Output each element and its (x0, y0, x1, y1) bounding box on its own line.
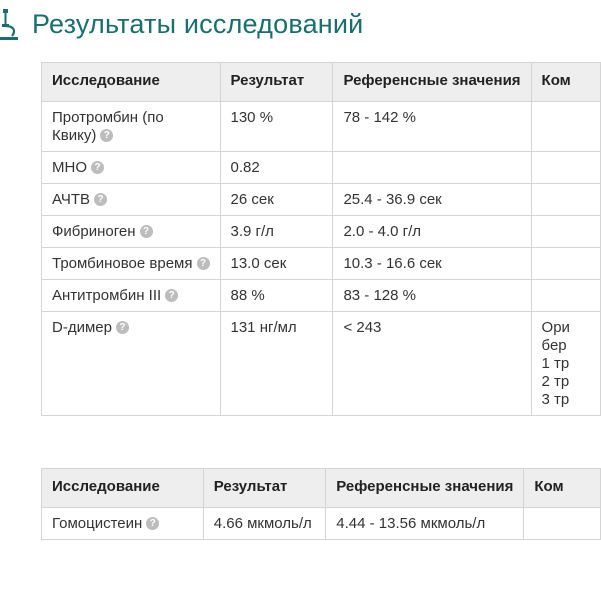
help-icon[interactable]: ? (140, 225, 153, 238)
test-name: D-димер (52, 319, 112, 336)
test-name: АЧТВ (52, 191, 90, 208)
table-row (42, 152, 601, 184)
comment-cell (531, 216, 600, 248)
table-row (42, 184, 601, 216)
table-row (42, 216, 601, 248)
test-name-cell (42, 312, 221, 416)
test-name-cell (42, 102, 221, 152)
table-header-row (42, 63, 601, 102)
help-icon[interactable]: ? (197, 257, 210, 270)
result-cell: 3.9 г/л (220, 216, 333, 248)
comment-line: 1 тр (541, 355, 570, 372)
result-cell: 4.66 мкмоль/л (203, 508, 326, 540)
comment-cell (531, 248, 600, 280)
test-name: Антитромбин III (52, 287, 162, 304)
comment-cell (524, 508, 601, 540)
comment-line: бер (541, 337, 567, 354)
test-name-cell (42, 216, 221, 248)
header-comment: Ком (531, 63, 600, 102)
reference-cell: < 243 (333, 312, 531, 416)
reference-cell: 78 - 142 % (333, 102, 531, 152)
comment-cell (531, 184, 600, 216)
test-name-cell (42, 184, 221, 216)
result-cell: 130 % (220, 102, 333, 152)
reference-cell: 10.3 - 16.6 сек (333, 248, 531, 280)
comment-cell (531, 152, 600, 184)
header-test: Исследование (42, 63, 221, 102)
page-title: Результаты исследований (32, 8, 364, 39)
test-name-cell (42, 508, 204, 540)
results-table-coagulation (41, 62, 601, 416)
test-name: Гомоцистеин (52, 515, 143, 532)
table-header-row (42, 469, 601, 508)
table-row (42, 508, 601, 540)
test-name-cell (42, 248, 221, 280)
comment-cell (531, 102, 600, 152)
result-cell: 131 нг/мл (220, 312, 333, 416)
header-result: Результат (203, 469, 326, 508)
header-result: Результат (220, 63, 333, 102)
result-cell: 13.0 сек (220, 248, 333, 280)
reference-cell: 4.44 - 13.56 мкмоль/л (326, 508, 524, 540)
help-icon[interactable]: ? (165, 289, 178, 302)
header-comment: Ком (524, 469, 601, 508)
reference-cell: 25.4 - 36.9 сек (333, 184, 531, 216)
test-name: Протромбин (по Квику) (52, 109, 164, 144)
result-cell: 26 сек (220, 184, 333, 216)
reference-cell: 83 - 128 % (333, 280, 531, 312)
page-header (0, 4, 363, 44)
result-cell: 88 % (220, 280, 333, 312)
reference-cell (333, 152, 531, 184)
header-reference: Референсные значения (333, 63, 531, 102)
help-icon[interactable]: ? (100, 129, 113, 142)
comment-line: 3 тр (541, 391, 570, 408)
test-name-cell (42, 152, 221, 184)
table-row (42, 248, 601, 280)
help-icon[interactable]: ? (116, 321, 129, 334)
comment-line: 2 тр (541, 373, 570, 390)
help-icon[interactable]: ? (146, 517, 159, 530)
comment-line: Ори (541, 319, 570, 336)
help-icon[interactable]: ? (91, 161, 104, 174)
microscope-icon (0, 7, 22, 41)
results-table-homocysteine (41, 468, 601, 540)
test-name: МНО (52, 159, 87, 176)
table-row (42, 280, 601, 312)
table-row (42, 312, 601, 416)
test-name: Фибриноген (52, 223, 136, 240)
reference-cell: 2.0 - 4.0 г/л (333, 216, 531, 248)
test-name: Тромбиновое время (52, 255, 193, 272)
header-reference: Референсные значения (326, 469, 524, 508)
header-test: Исследование (42, 469, 204, 508)
comment-cell (531, 312, 600, 416)
test-name-cell (42, 280, 221, 312)
help-icon[interactable]: ? (94, 193, 107, 206)
table-row (42, 102, 601, 152)
result-cell: 0.82 (220, 152, 333, 184)
comment-cell (531, 280, 600, 312)
